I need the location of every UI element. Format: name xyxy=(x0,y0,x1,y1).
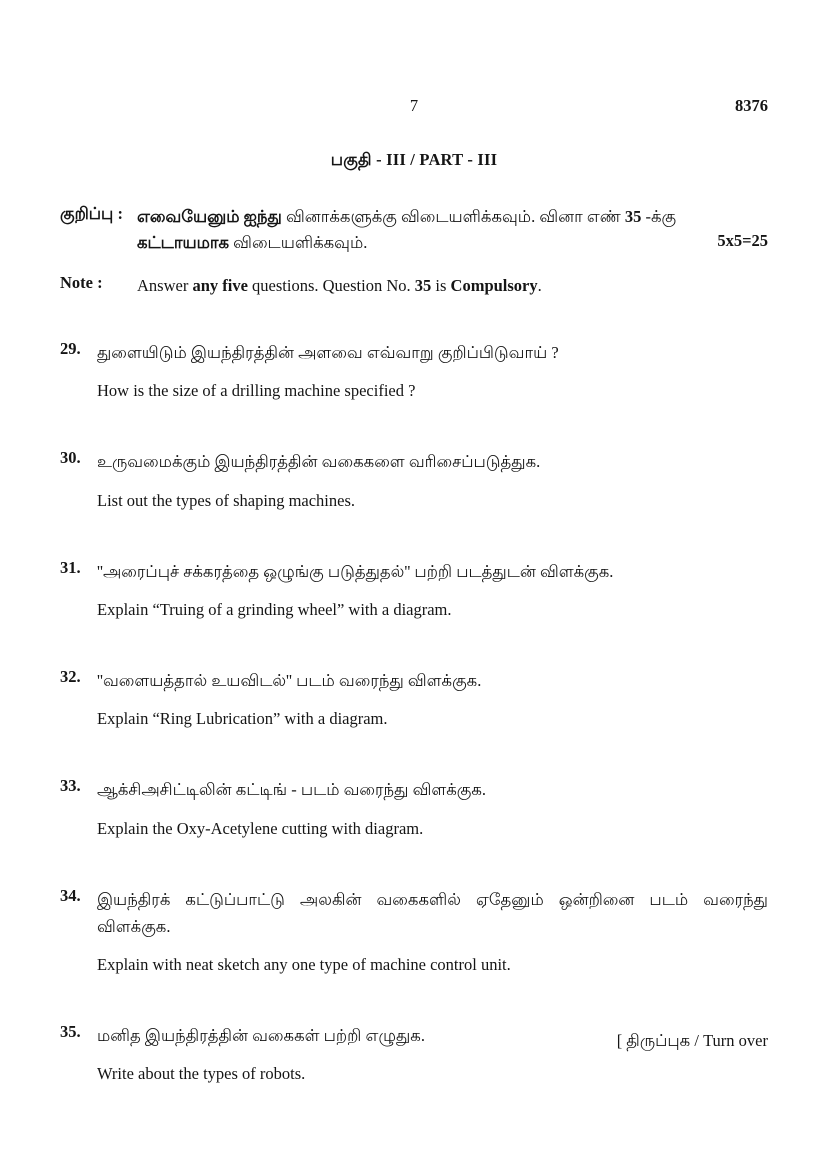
question-34 xyxy=(60,886,768,977)
question-text-english: Explain with neat sketch any one type of machine control unit. xyxy=(97,955,511,975)
note-tamil-label: குறிப்பு : xyxy=(60,204,123,223)
question-33 xyxy=(60,776,768,839)
question-text-english: Explain “Truing of a grinding wheel” with a diagram. xyxy=(97,600,452,620)
note-english-label: Note : xyxy=(60,272,103,292)
question-body xyxy=(97,339,768,402)
question-text-english: Write about the types of robots. xyxy=(97,1064,306,1084)
question-30 xyxy=(60,448,768,511)
question-number: 32. xyxy=(60,667,81,687)
question-text-english: List out the types of shaping machines. xyxy=(97,490,355,510)
note-english-body xyxy=(137,273,768,299)
note-tamil xyxy=(60,204,768,257)
question-text-tamil: ஆக்சிஅசிட்டிலின் கட்டிங் - படம் வரைந்து விளக்குக. xyxy=(97,780,487,800)
marks-scheme: 5x5=25 xyxy=(717,231,768,251)
page-header xyxy=(60,96,768,120)
turn-over-note: [ திருப்புக / Turn over xyxy=(616,1031,768,1050)
question-29 xyxy=(60,339,768,402)
note-tamil-text: எவையேனும் ஐந்து வினாக்களுக்கு விடையளிக்கவும். வினா எண் 35 -க்கு கட்டாயமாக விடையளிக்கவும். xyxy=(137,207,677,253)
question-body xyxy=(97,776,768,839)
question-text-english: How is the size of a drilling machine specified ? xyxy=(97,381,416,401)
question-body xyxy=(97,886,768,977)
question-text-tamil: இயந்திரக் கட்டுப்பாட்டு அலகின் வகைகளில் ஏதேனும் ஒன்றினை படம் வரைந்து விளக்குக. xyxy=(97,889,768,936)
question-list xyxy=(60,339,768,1085)
question-32 xyxy=(60,667,768,730)
question-31 xyxy=(60,558,768,621)
question-text-english: Explain the Oxy-Acetylene cutting with diagram. xyxy=(97,818,424,838)
question-text-tamil: ''அரைப்புச் சக்கரத்தை ஒழுங்கு படுத்துதல்'' பற்றி படத்துடன் விளக்குக. xyxy=(97,561,614,581)
question-text-tamil: துளையிடும் இயந்திரத்தின் அளவை எவ்வாறு குறிப்பிடுவாய் ? xyxy=(97,343,559,363)
question-number: 35. xyxy=(60,1022,81,1042)
note-tamil-body xyxy=(137,204,768,257)
note-english-text: Answer any five questions. Question No. 35 is Compulsory. xyxy=(137,275,542,295)
question-number: 33. xyxy=(60,776,81,796)
question-text-tamil: மனித இயந்திரத்தின் வகைகள் பற்றி எழுதுக. xyxy=(97,1026,425,1046)
question-text-english: Explain “Ring Lubrication” with a diagram. xyxy=(97,709,388,729)
question-number: 31. xyxy=(60,557,81,577)
question-body xyxy=(97,667,768,730)
question-number: 29. xyxy=(60,339,81,359)
question-number: 30. xyxy=(60,448,81,468)
question-number: 34. xyxy=(60,885,81,905)
section-title: பகுதி - III / PART - III xyxy=(330,150,498,169)
question-body xyxy=(97,558,768,621)
note-english xyxy=(60,273,768,299)
question-text-tamil: ''வளையத்தால் உயவிடல்'' படம் வரைந்து விளக்குக. xyxy=(97,671,482,691)
question-body xyxy=(97,448,768,511)
page-number: 7 xyxy=(409,96,419,115)
question-text-tamil: உருவமைக்கும் இயந்திரத்தின் வகைகளை வரிசைப்படுத்துக. xyxy=(97,452,541,472)
paper-code: 8376 xyxy=(735,96,768,115)
